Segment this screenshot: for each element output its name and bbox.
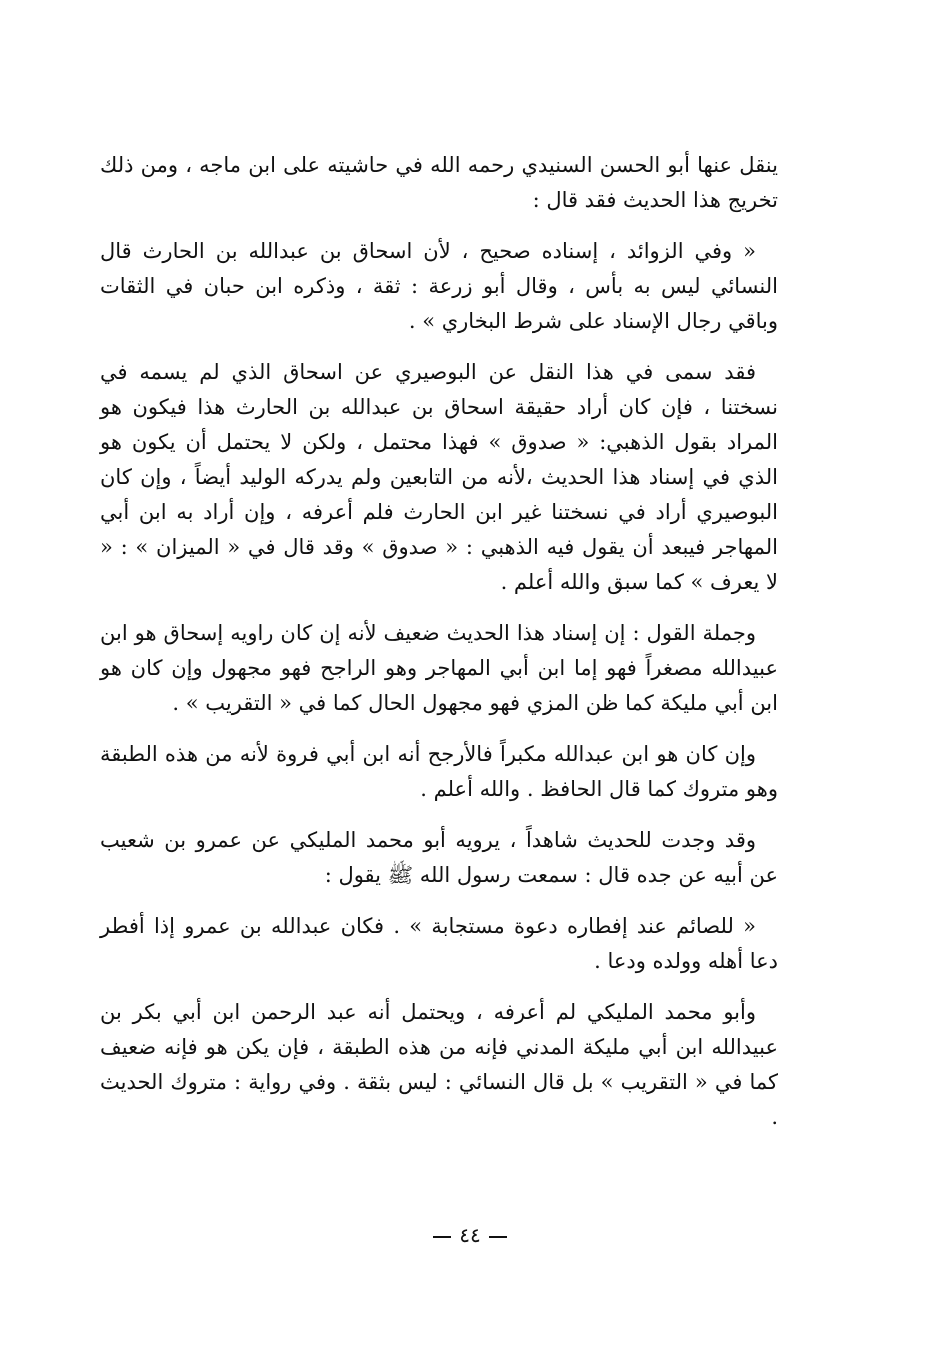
- dash-left: [489, 1236, 507, 1238]
- paragraph-6: وقد وجدت للحديث شاهداً ، يرويه أبو محمد المليكي عن عمرو بن شعيب عن أبيه عن جده قال : سمعت رسول الله ﷺ يقول :: [100, 828, 778, 887]
- body-text: [100, 148, 778, 1151]
- paragraph-5: وإن كان هو ابن عبدالله مكبراً فالأرجح أنه ابن أبي فروة لأنه من هذه الطبقة وهو متروك كما قال الحافظ . والله أعلم .: [100, 742, 778, 801]
- paragraph-1: ينقل عنها أبو الحسن السنيدي رحمه الله في حاشيته على ابن ماجه ، ومن ذلك تخريج هذا الحديث فقد قال :: [100, 153, 778, 212]
- paragraph-8: وأبو محمد المليكي لم أعرفه ، ويحتمل أنه عبد الرحمن ابن أبي بكر بن عبيدالله ابن أبي مليكة المدني فإنه من هذه الطبقة ، فإن يكن هو فإنه ضعيف كما في « التقريب » بل قال النسائي : ليس بثقة . وفي رواية : متروك الحديث .: [100, 1000, 778, 1129]
- page-number: ٤٤: [459, 1223, 481, 1247]
- paragraph-4: وجملة القول : إن إسناد هذا الحديث ضعيف لأنه إن كان راويه إسحاق هو ابن عبيدالله مصغراً فهو إما ابن أبي المهاجر وهو الراجح فهو مجهول وإن كان هو ابن أبي مليكة كما ظن المزي فهو مجهول الحال كما في « التقريب » .: [100, 621, 778, 715]
- page-number-footer: [0, 1220, 940, 1250]
- paragraph-2-quote: « وفي الزوائد ، إسناده صحيح ، لأن اسحاق بن عبدالله بن الحارث قال النسائي ليس به بأس ، وقال أبو زرعة : ثقة ، وذكره ابن حبان في الثقات وباقي رجال الإسناد على شرط البخاري » .: [100, 239, 778, 333]
- dash-right: [433, 1236, 451, 1238]
- paragraph-3: فقد سمى في هذا النقل عن البوصيري عن اسحاق الذي لم يسمه في نسختنا ، فإن كان أراد حقيقة اسحاق بن عبدالله بن الحارث هذا فيكون هو المراد بقول الذهبي: « صدوق » فهذا محتمل ، ولكن لا يحتمل أن يكون هو الذي في إسناد هذا الحديث ،لأنه من التابعين ولم يدركه الوليد أيضاً ، وإن كان البوصيري أراد في نسختنا غير ابن الحارث فلم أعرفه ، وإن أراد به ابن أبي المهاجر فيبعد أن يقول فيه الذهبي : « صدوق » وقد قال في « الميزان » : « لا يعرف » كما سبق والله أعلم .: [100, 360, 778, 594]
- paragraph-7-quote: « للصائم عند إفطاره دعوة مستجابة » . فكان عبدالله بن عمرو إذا أفطر دعا أهله وولده ودعا .: [100, 914, 778, 973]
